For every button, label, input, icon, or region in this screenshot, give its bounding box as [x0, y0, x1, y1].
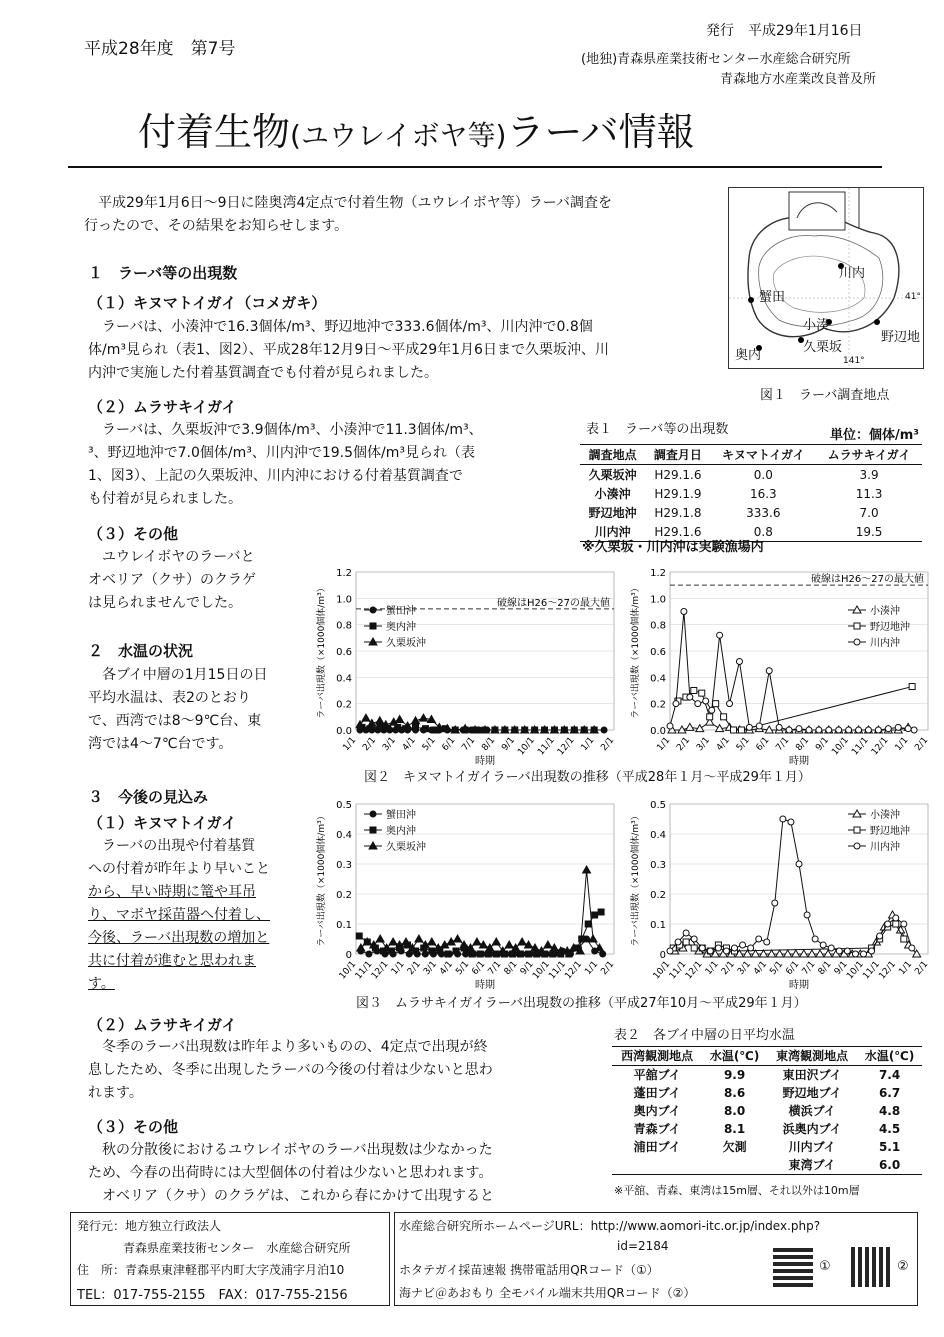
y-tick-label: 0.4 [650, 830, 666, 841]
fig3-caption: 図３ ムラサキイガイラーバ出現数の推移（平成27年10月～平成29年１月） [356, 996, 807, 1011]
y-axis-label: ラーバ出現数（×1000個体/m³） [317, 583, 327, 719]
subsection-heading: （３）その他 [88, 525, 179, 543]
paragraph: ラーバの出現や付着基質 への付着が昨年より早いこと から、早い時期に篭や耳吊 り、マボヤ採苗器へ付着し、 今後、ラーバ出現数の増加と 共に付着が進むと思われま す。 [88, 838, 270, 992]
x-tick-label: 6/1 [754, 735, 772, 754]
data-point [804, 912, 810, 918]
data-point [583, 866, 591, 873]
data-point [786, 727, 792, 733]
paragraph: 冬季のラーバ出現数は昨年より多いものの、4定点で出現が終 息したため、冬季に出現したラーバの今後の付着は少ないと思わ れます。 [88, 1039, 493, 1101]
table-row: 久栗坂沖 H29.1.6 0.0 3.9 [588, 467, 879, 482]
data-point [788, 819, 794, 825]
data-point [812, 936, 818, 942]
y-tick-label: 0.8 [650, 620, 666, 632]
x-tick-label: 2/1 [675, 735, 693, 754]
data-point [748, 945, 754, 951]
data-point [796, 726, 802, 732]
table-row: 野辺地沖 H29.1.8 333.6 7.0 [588, 505, 879, 520]
y-tick-label: 0 [659, 950, 666, 961]
title-main-2: ラーバ情報 [506, 110, 695, 154]
map-label: 蟹田 [759, 290, 786, 305]
data-point [901, 936, 907, 942]
x-tick-label: 4/1 [438, 959, 456, 978]
page-title [138, 105, 695, 163]
y-tick-label: 0.3 [336, 860, 352, 871]
data-point [856, 727, 862, 733]
y-tick-label: 0.4 [336, 830, 352, 841]
data-point [453, 948, 459, 954]
data-point [703, 698, 709, 704]
x-tick-label: 7/1 [486, 959, 504, 978]
x-tick-label: 3/1 [695, 735, 712, 754]
footer-publisher: 発行元：地方独立行政法人 青森県産業技術センター 水産総合研究所 住 所：青森県東津軽郡平内町大字茂浦字月泊10 TEL：017-755-2155 FAX：017-755-2156 [70, 1212, 390, 1306]
data-point [415, 935, 423, 942]
homepage-url[interactable]: 水産総合研究所ホームページURL：http://www.aomori-itc.or.jp/index.php? [399, 1219, 821, 1233]
table-row: 浦田ブイ 欠測 川内ブイ 5.1 [633, 1140, 901, 1154]
data-point [485, 951, 491, 957]
data-point [681, 609, 687, 615]
x-tick-label: 2/1 [913, 959, 931, 978]
x-tick-label: 12/1 [369, 959, 391, 982]
data-point [526, 951, 532, 957]
title-main: 付着生物 [138, 110, 291, 154]
data-point [852, 951, 858, 957]
data-point [667, 723, 673, 729]
data-point [691, 936, 697, 942]
x-tick-label: 6/1 [470, 959, 488, 978]
table-row: 平舘ブイ 9.9 東田沢ブイ 7.4 [633, 1068, 901, 1082]
data-point [396, 715, 404, 722]
table2-title: 表２ 各ブイ中層の日平均水温 [614, 1028, 795, 1043]
y-axis-label: ラーバ出現数（×1000個体/m³） [631, 583, 641, 719]
x-tick-label: 2/1 [405, 959, 423, 978]
x-tick-label: 5/1 [768, 959, 786, 978]
data-point [699, 690, 705, 696]
data-point [901, 921, 907, 927]
chart-fig3-left [312, 792, 622, 992]
data-point [428, 938, 436, 945]
y-tick-label: 0 [345, 950, 352, 961]
y-tick-label: 1.0 [336, 594, 352, 606]
y-axis-label: ラーバ出現数（×1000個体/m³） [317, 811, 327, 947]
legend-label: 蟹田沖 [386, 810, 416, 821]
data-point [592, 912, 598, 918]
data-point [836, 948, 842, 954]
footer-links: 水産総合研究所ホームページURL：http://www.aomori-itc.or.jp/index.php? id=2184 ホタテガイ採苗速報 携帯電話用QRコード（①） 海ナビ＠あおもり 全モバイル端末共用QRコード（②） ① ② [394, 1212, 918, 1306]
data-point [376, 717, 384, 724]
x-tick-label: 1/1 [389, 959, 407, 978]
annotation: 破線はH26～27の最大値 [811, 574, 924, 586]
x-tick-label: 1/1 [893, 735, 911, 754]
map-label: 久栗坂 [803, 340, 843, 355]
x-tick-label: 2/1 [599, 959, 617, 978]
x-tick-label: 9/1 [500, 735, 518, 754]
table2: 西湾観測地点 水温(℃) 東湾観測地点 水温(℃) 平舘ブイ 9.9 東田沢ブイ 7.4 蓬田ブイ 8.6 野辺地ブイ 6.7 奥内ブイ 8.0 横浜ブイ 4.8 青森ブイ 8.1 浜奥内ブイ 4.5 浦田ブイ 欠測 川内ブイ 5.1 東湾ブイ 6.0 [612, 1046, 922, 1175]
x-tick-label: 1/1 [579, 735, 597, 754]
data-point [683, 939, 689, 945]
legend-marker [854, 623, 860, 629]
data-point [707, 714, 713, 720]
data-point [885, 726, 891, 732]
x-tick-label: 1/1 [583, 959, 601, 978]
x-tick-label: 9/1 [832, 959, 850, 978]
data-point [911, 727, 917, 733]
data-point [675, 939, 681, 945]
y-tick-label: 0.0 [650, 726, 666, 737]
data-point [422, 951, 428, 957]
x-tick-label: 9/1 [814, 735, 832, 754]
x-tick-label: 4/1 [752, 959, 770, 978]
legend-label: 野辺地沖 [870, 826, 910, 837]
x-axis-label: 時期 [789, 756, 809, 767]
x-tick-label: 11/1 [353, 959, 375, 982]
section-heading: ２ 水温の状況 [88, 642, 194, 660]
data-point [826, 727, 832, 733]
x-tick-label: 11/1 [861, 959, 882, 982]
map-label: 野辺地 [881, 330, 921, 345]
section-heading: １ ラーバ等の出現数 [88, 264, 238, 282]
subsection-heading: （１）キヌマトイガイ [88, 814, 237, 832]
y-tick-label: 0.4 [336, 673, 352, 685]
data-point [585, 921, 591, 927]
map-label: 小湊 [803, 318, 830, 333]
homepage-url-id[interactable]: id=2184 [617, 1239, 669, 1253]
map-label: 奥内 [735, 348, 762, 363]
legend-label: 蟹田沖 [386, 606, 416, 617]
x-tick-label: 8/1 [794, 735, 812, 754]
data-point [816, 727, 822, 733]
data-point [691, 945, 697, 951]
x-tick-label: 3/1 [735, 959, 753, 978]
series-line [670, 819, 912, 954]
data-point [406, 951, 412, 957]
map-lon: 141° [843, 356, 865, 366]
table-row: 川内沖 H29.1.6 0.8 19.5 [580, 522, 922, 542]
data-point [667, 948, 673, 954]
x-tick-label: 7/1 [800, 959, 818, 978]
data-point [691, 688, 697, 694]
data-point [861, 951, 867, 957]
table1: 調査地点 調査月日 キヌマトイガイ ムラサキイガイ 久栗坂沖 H29.1.6 0.0 3.9 小湊沖 H29.1.9 16.3 11.3 野辺地沖 H29.1.8 333.6 7.0 川内沖 H29.1.6 0.8 19.5 [580, 444, 922, 542]
subsection-heading: （２）ムラサキイガイ [88, 398, 237, 416]
y-tick-label: 0.6 [336, 647, 352, 658]
paragraph: ラーバは、久栗坂沖で3.9個体/m³、小湊沖で11.3個体/m³、 ³、野辺地沖で7.0個体/m³、川内沖で19.5個体/m³見られ（表 1、図3）、上記の久栗坂沖、川内沖における付着基質調査で も付着が見られました。 [88, 422, 483, 507]
y-tick-label: 0.0 [336, 726, 352, 737]
x-axis-label: 時期 [475, 756, 495, 767]
data-point [875, 727, 881, 733]
data-point [469, 951, 475, 957]
intro-text: 平成29年1月6日～9日に陸奥湾4定点で付着生物（ユウレイボヤ等）ラーバ調査を 行ったので、その結果をお知らせします。 [84, 195, 613, 234]
table-row: 青森ブイ 8.1 浜奥内ブイ 4.5 [633, 1122, 901, 1136]
data-point [517, 951, 523, 957]
data-point [376, 935, 384, 942]
data-point [601, 727, 607, 733]
x-tick-label: 4/1 [400, 735, 418, 754]
data-point [717, 632, 723, 638]
qr-code-2[interactable] [851, 1247, 891, 1287]
data-point [846, 727, 852, 733]
data-point [445, 951, 451, 957]
legend-label: 久栗坂沖 [386, 638, 426, 649]
legend-label: 小湊沖 [870, 810, 900, 821]
data-point [356, 933, 362, 939]
data-point [687, 694, 693, 700]
data-point [780, 816, 786, 822]
x-tick-label: 2/1 [719, 959, 737, 978]
paragraph: 秋の分散後におけるユウレイボヤのラーバ出現数は少なかった ため、今春の出荷時には大型個体の付着は少ないと思われます。 オベリア（クサ）のクラゲは、これから春にかけて出現すると [88, 1142, 494, 1204]
data-point [492, 938, 500, 945]
legend-marker [854, 843, 860, 849]
data-point [736, 659, 742, 665]
data-point [885, 921, 891, 927]
x-tick-label: 12/1 [869, 735, 891, 758]
data-point [419, 714, 427, 721]
map-lat: 41° [905, 292, 921, 302]
data-point [589, 935, 597, 942]
data-point [595, 944, 603, 951]
data-point [766, 668, 772, 674]
y-tick-label: 0.8 [336, 620, 352, 632]
data-point [699, 945, 705, 951]
chart-fig2-right [626, 560, 936, 768]
paragraph: ユウレイボヤのラーバと オベリア（クサ）のクラゲ は見られませんでした。 [88, 549, 256, 611]
data-point [738, 727, 744, 733]
x-tick-label: 8/1 [480, 735, 498, 754]
data-point [865, 727, 871, 733]
legend-marker [370, 811, 376, 817]
data-point [909, 945, 915, 951]
issue-number: 平成28年度 第7号 [84, 39, 236, 59]
x-tick-label: 12/1 [563, 959, 585, 982]
series-line [361, 870, 600, 951]
fig2-caption: 図２ キヌマトイガイラーバ出現数の推移（平成28年１月～平成29年１月） [364, 770, 811, 785]
y-tick-label: 0.6 [650, 647, 666, 658]
data-point [740, 942, 746, 948]
y-tick-label: 1.2 [650, 568, 666, 579]
table2-note: ※平舘、青森、東湾は15m層、それ以外は10m層 [614, 1184, 860, 1197]
x-tick-label: 10/1 [830, 735, 851, 758]
data-point [820, 942, 826, 948]
data-point [550, 951, 556, 957]
org-name: (地独)青森県産業技術センター水産総合研究所 [581, 52, 851, 67]
x-tick-label: 3/1 [381, 735, 398, 754]
data-point [709, 707, 715, 713]
data-point [362, 714, 370, 721]
legend-label: 川内沖 [870, 842, 900, 853]
data-point [731, 727, 737, 733]
data-point [505, 941, 513, 948]
legend-marker [854, 827, 860, 833]
data-point [389, 938, 397, 945]
data-point [707, 948, 713, 954]
data-point [764, 939, 770, 945]
table-row: 蓬田ブイ 8.6 野辺地ブイ 6.7 [633, 1086, 901, 1100]
data-point [772, 900, 778, 906]
paragraph: 各ブイ中層の1月15日の日 平均水温は、表2のとおり で、西湾では8～9℃台、東 湾では4～7℃台です。 [88, 667, 268, 752]
legend-marker [370, 623, 376, 629]
x-tick-label: 5/1 [454, 959, 472, 978]
table-row: 東湾ブイ 6.0 [612, 1156, 922, 1175]
x-tick-label: 8/1 [502, 959, 520, 978]
x-tick-label: 5/1 [420, 735, 438, 754]
data-point [895, 724, 901, 730]
y-tick-label: 0.1 [336, 920, 352, 931]
x-tick-label: 1/1 [655, 735, 673, 754]
x-tick-label: 7/1 [460, 735, 478, 754]
data-point [598, 909, 604, 915]
data-point [683, 930, 689, 936]
table-row: 小湊沖 H29.1.9 16.3 11.3 [594, 486, 883, 501]
y-tick-label: 1.2 [336, 568, 352, 579]
chart-fig3-right [626, 792, 936, 992]
x-tick-label: 9/1 [518, 959, 536, 978]
data-point [509, 951, 515, 957]
data-point [893, 915, 899, 921]
y-tick-label: 0.2 [336, 890, 352, 901]
legend-label: 久栗坂沖 [386, 842, 426, 853]
table1-unit: 単位：個体/m³ [830, 428, 919, 443]
qr-code-1[interactable] [773, 1247, 813, 1287]
x-tick-label: 5/1 [734, 735, 752, 754]
data-point [776, 724, 782, 730]
data-point [473, 938, 481, 945]
x-tick-label: 12/1 [683, 959, 705, 982]
data-point [796, 861, 802, 867]
data-point [732, 945, 738, 951]
y-tick-label: 0.1 [650, 920, 666, 931]
data-point [756, 936, 762, 942]
data-point [806, 727, 812, 733]
x-tick-label: 11/1 [547, 959, 568, 982]
data-point [673, 701, 679, 707]
data-point [723, 948, 729, 954]
x-tick-label: 8/1 [816, 959, 834, 978]
y-tick-label: 0.2 [336, 699, 352, 711]
data-point [721, 714, 727, 720]
map-caption: 図１ ラーバ調査地点 [760, 388, 890, 403]
table1-title: 表１ ラーバ等の出現数 [586, 422, 729, 437]
x-axis-label: 時期 [789, 980, 809, 991]
x-tick-label: 10/1 [516, 735, 537, 758]
legend-label: 小湊沖 [870, 606, 900, 617]
data-point [756, 723, 762, 729]
x-tick-label: 6/1 [440, 735, 458, 754]
y-tick-label: 0.4 [650, 673, 666, 685]
x-tick-label: 11/1 [850, 735, 871, 758]
x-tick-label: 11/1 [536, 735, 557, 758]
legend-marker [854, 639, 860, 645]
data-point [727, 701, 733, 707]
data-point [828, 945, 834, 951]
x-tick-label: 10/1 [337, 959, 359, 982]
data-point [877, 933, 883, 939]
x-tick-label: 2/1 [361, 735, 379, 754]
data-point [366, 951, 372, 957]
data-point [686, 723, 694, 730]
data-point [844, 948, 850, 954]
y-tick-label: 0.2 [650, 699, 666, 711]
data-point [905, 726, 911, 732]
y-tick-label: 1.0 [650, 594, 666, 606]
data-point [600, 951, 606, 957]
data-point [413, 724, 419, 730]
title-rule [68, 166, 882, 168]
survey-map [728, 187, 924, 369]
x-tick-label: 11/1 [667, 959, 689, 982]
x-tick-label: 4/1 [714, 735, 732, 754]
data-point [518, 938, 526, 945]
legend-label: 奥内沖 [386, 826, 416, 837]
x-axis-label: 時期 [475, 980, 495, 991]
data-point [715, 945, 721, 951]
data-point [463, 951, 469, 957]
x-tick-label: 12/1 [877, 959, 899, 982]
title-paren: (ユウレイボヤ等) [290, 119, 507, 152]
section-heading: ３ 今後の見込み [88, 788, 209, 806]
data-point [544, 941, 552, 948]
x-tick-label: 1/1 [703, 959, 721, 978]
x-tick-label: 12/1 [555, 735, 577, 758]
subsection-heading: （１）キヌマトイガイ（コメガキ） [88, 294, 327, 312]
data-point [454, 935, 462, 942]
x-tick-label: 6/1 [784, 959, 802, 978]
data-point [477, 951, 483, 957]
x-tick-label: 3/1 [421, 959, 439, 978]
subsection-heading: （２）ムラサキイガイ [88, 1016, 237, 1034]
legend-marker [370, 607, 376, 613]
subsection-heading: （３）その他 [88, 1118, 179, 1136]
annotation: 破線はH26～27の最大値 [497, 597, 610, 609]
y-tick-label: 0.5 [336, 800, 352, 811]
org-name-2: 青森地方水産業改良普及所 [720, 72, 877, 87]
y-tick-label: 0.2 [650, 890, 666, 901]
x-tick-label: 10/1 [651, 959, 673, 982]
legend-label: 野辺地沖 [870, 622, 910, 633]
x-tick-label: 2/1 [599, 735, 617, 754]
x-tick-label: 10/1 [531, 959, 552, 982]
legend-marker [370, 827, 376, 833]
paragraph: ラーバは、小湊沖で16.3個体/m³、野辺地沖で333.6個体/m³、川内沖で0.8個 体/m³見られ（表1、図2）、平成28年12月9日～平成29年1月6日まで久栗坂沖、川 内沖で実施した付着基質調査でも付着が見られました。 [88, 319, 609, 381]
data-point [893, 921, 899, 927]
data-point [746, 724, 752, 730]
legend-label: 奥内沖 [386, 622, 416, 633]
x-tick-label: 2/1 [913, 735, 931, 754]
table-row: 奥内ブイ 8.0 横浜ブイ 4.8 [633, 1104, 901, 1118]
map-label: 川内 [839, 266, 866, 281]
data-point [713, 701, 719, 707]
data-point [422, 726, 428, 732]
table1-note: ※久栗坂・川内沖は実験漁場内 [582, 540, 764, 555]
y-tick-label: 0.3 [650, 860, 666, 871]
x-tick-label: 1/1 [897, 959, 915, 978]
issue-date: 発行 平成29年1月16日 [706, 23, 863, 39]
data-point [695, 701, 701, 707]
data-point [836, 727, 842, 733]
data-point [869, 948, 875, 954]
y-tick-label: 0.5 [650, 800, 666, 811]
legend-label: 川内沖 [870, 638, 900, 649]
data-point [909, 684, 915, 690]
x-tick-label: 10/1 [845, 959, 866, 982]
y-axis-label: ラーバ出現数（×1000個体/m³） [631, 811, 641, 947]
chart-fig2-left [312, 560, 622, 768]
x-tick-label: 1/1 [341, 735, 359, 754]
x-tick-label: 7/1 [774, 735, 792, 754]
